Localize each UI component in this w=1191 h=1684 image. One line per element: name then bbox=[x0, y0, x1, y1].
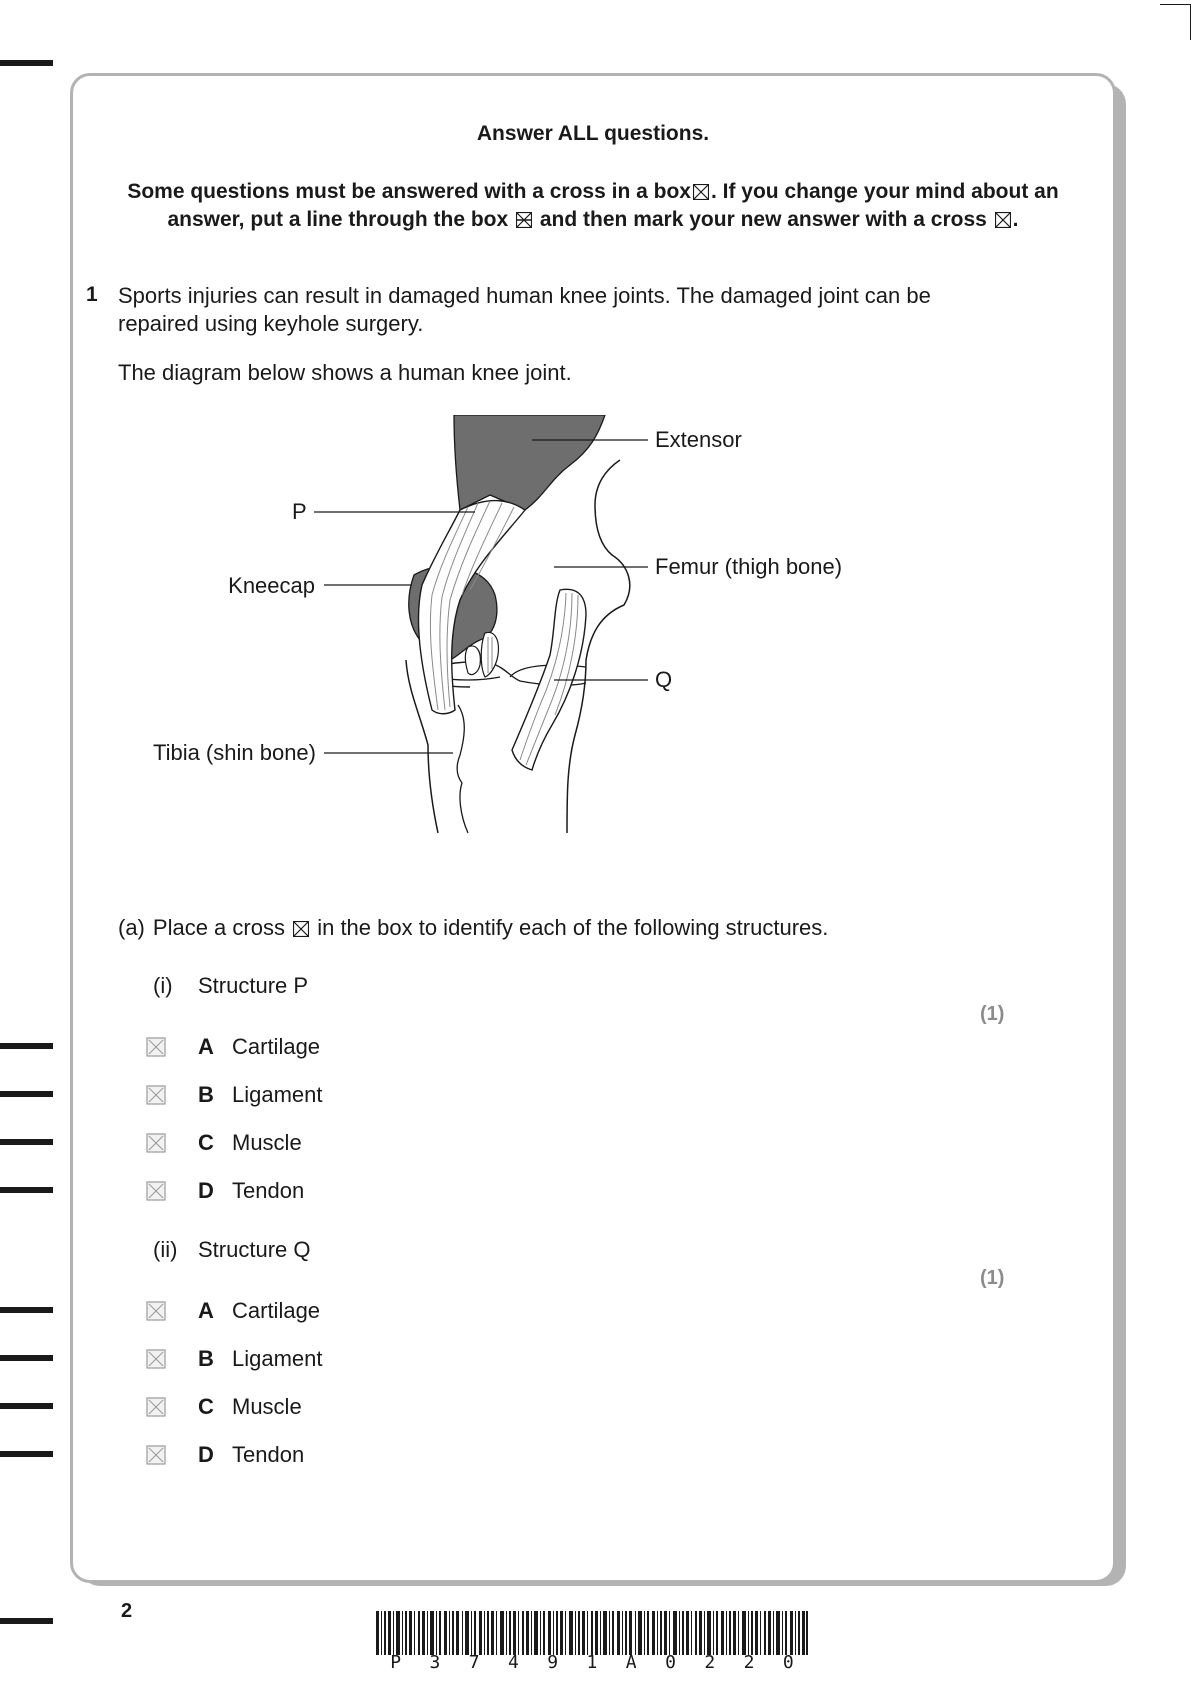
option-letter: A bbox=[198, 1298, 214, 1323]
part-a-instruction bbox=[118, 915, 828, 941]
margin-mark bbox=[0, 1307, 53, 1313]
tibia-inner-line bbox=[457, 705, 468, 833]
subpart-text: Structure Q bbox=[198, 1237, 311, 1262]
answer-checkbox[interactable] bbox=[146, 1085, 166, 1105]
label-kneecap: Kneecap bbox=[228, 573, 315, 598]
answer-checkbox[interactable] bbox=[146, 1445, 166, 1465]
subpart-roman: (i) bbox=[153, 973, 173, 998]
barcode bbox=[376, 1611, 808, 1655]
barcode-text bbox=[376, 1652, 808, 1673]
label-p: P bbox=[292, 499, 307, 524]
margin-mark bbox=[0, 1139, 53, 1145]
margin-mark bbox=[0, 1403, 53, 1409]
option-text: Tendon bbox=[232, 1442, 305, 1467]
label-q: Q bbox=[655, 667, 673, 692]
marks-label: (1) bbox=[980, 1003, 1005, 1025]
struck-crossed-box-icon bbox=[516, 212, 532, 228]
instructions-text: Some questions must be answered with a cross in a box bbox=[127, 180, 691, 203]
part-a-tag: (a) bbox=[118, 915, 145, 940]
instructions-text: . If you change your mind about an bbox=[710, 180, 1059, 203]
margin-mark bbox=[0, 1451, 53, 1457]
part-a-text: in the box to identify each of the following structures. bbox=[317, 915, 829, 940]
option-text: Muscle bbox=[232, 1130, 302, 1155]
margin-mark bbox=[0, 1618, 53, 1624]
option-text: Ligament bbox=[232, 1082, 323, 1107]
option-text: Tendon bbox=[232, 1178, 305, 1203]
label-extensor: Extensor bbox=[655, 427, 742, 452]
option-text: Muscle bbox=[232, 1394, 302, 1419]
subpart-text: Structure P bbox=[198, 973, 309, 998]
answer-checkbox[interactable] bbox=[146, 1037, 166, 1057]
option-letter: C bbox=[198, 1130, 214, 1155]
marks-label: (1) bbox=[980, 1267, 1005, 1289]
answer-checkbox[interactable] bbox=[146, 1349, 166, 1369]
barcode-char: 0 bbox=[782, 1652, 794, 1673]
barcode-char: 4 bbox=[508, 1652, 519, 1673]
option-text: Ligament bbox=[232, 1346, 323, 1371]
question-intro-line: Sports injuries can result in damaged human knee joints. The damaged joint can be bbox=[118, 283, 931, 308]
question-intro-line: repaired using keyhole surgery. bbox=[118, 311, 424, 336]
crossed-box-icon bbox=[293, 921, 309, 937]
page-number: 2 bbox=[121, 1600, 133, 1622]
margin-mark bbox=[0, 1355, 53, 1361]
diagram-intro: The diagram below shows a human knee joint. bbox=[118, 360, 572, 385]
barcode-char: 0 bbox=[665, 1652, 676, 1673]
option-letter: C bbox=[198, 1394, 214, 1419]
answer-checkbox[interactable] bbox=[146, 1181, 166, 1201]
answer-checkbox[interactable] bbox=[146, 1397, 166, 1417]
instructions-text: . bbox=[1012, 208, 1019, 231]
knee-joint-diagram bbox=[150, 415, 910, 875]
instructions-text: and then mark your new answer with a cross bbox=[539, 208, 987, 231]
question-number: 1 bbox=[86, 283, 98, 306]
femur-outline bbox=[586, 460, 630, 660]
subpart-i bbox=[153, 973, 553, 1003]
barcode-char: 2 bbox=[704, 1652, 716, 1673]
barcode-char: 1 bbox=[586, 1652, 598, 1673]
subpart-ii bbox=[153, 1237, 553, 1267]
option-text: Cartilage bbox=[232, 1034, 321, 1059]
label-femur: Femur (thigh bone) bbox=[655, 554, 843, 579]
label-tibia: Tibia (shin bone) bbox=[152, 740, 316, 765]
option-letter: B bbox=[198, 1346, 214, 1371]
option-letter: B bbox=[198, 1082, 214, 1107]
barcode-char: P bbox=[390, 1652, 402, 1673]
option-letter: A bbox=[198, 1034, 214, 1059]
question-intro bbox=[118, 282, 931, 338]
cruciate-ligament bbox=[481, 632, 498, 677]
margin-mark bbox=[0, 60, 53, 66]
margin-mark bbox=[0, 1043, 53, 1049]
part-a-text: Place a cross bbox=[152, 915, 285, 940]
crossed-box-icon bbox=[995, 212, 1011, 228]
crop-mark bbox=[1160, 4, 1191, 5]
instructions-title: Answer ALL questions. bbox=[476, 122, 710, 145]
margin-mark bbox=[0, 1187, 53, 1193]
margin-mark bbox=[0, 1091, 53, 1097]
option-text: Cartilage bbox=[232, 1298, 321, 1323]
barcode-char: 9 bbox=[547, 1652, 559, 1673]
ligament-small bbox=[465, 646, 480, 675]
answer-checkbox[interactable] bbox=[146, 1301, 166, 1321]
extensor-muscle bbox=[454, 415, 605, 510]
instructions-line-1 bbox=[70, 178, 1116, 206]
option-letter: D bbox=[198, 1442, 214, 1467]
barcode-char: 7 bbox=[468, 1652, 480, 1673]
barcode-char: A bbox=[625, 1652, 637, 1673]
barcode-char: 2 bbox=[743, 1652, 755, 1673]
instructions-text: answer, put a line through the box bbox=[167, 208, 509, 231]
barcode-char: 3 bbox=[429, 1652, 441, 1673]
option-letter: D bbox=[198, 1178, 214, 1203]
crossed-box-icon bbox=[693, 184, 709, 200]
answer-checkbox[interactable] bbox=[146, 1133, 166, 1153]
instructions-line-2 bbox=[70, 206, 1116, 234]
subpart-roman: (ii) bbox=[153, 1237, 178, 1262]
